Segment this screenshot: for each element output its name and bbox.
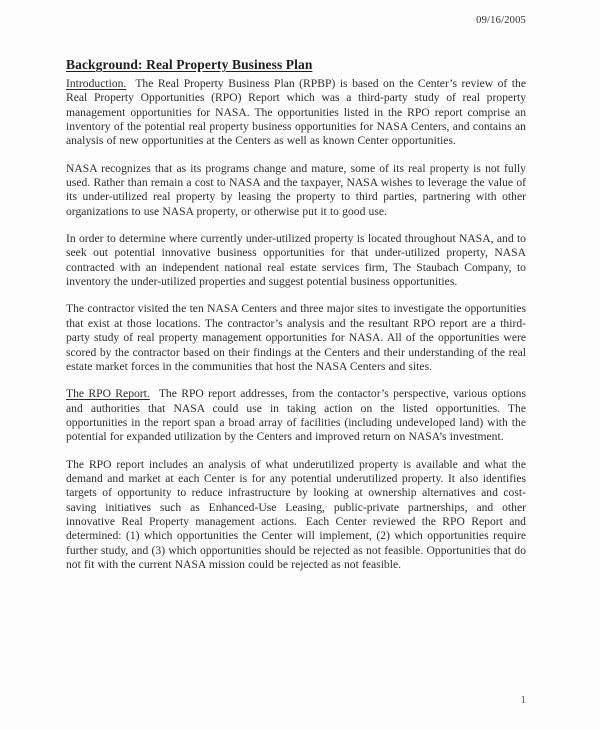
paragraph-rpo-report-includes (66, 458, 526, 573)
document-body (66, 77, 526, 572)
page-title-text: Background: Real Property Business Plan (66, 57, 313, 73)
page-title (66, 57, 526, 73)
paragraph-text-in-order-to-determine: In order to determine where currently under-utilized property is located throughout NASA, and to seek out potential innovative business opportunities for that under-utilized property, NASA contracted with an independent national real estate services firm, The Staubach Company, to inventory the under-utilized properties and suggest potential business opportunities. (66, 232, 526, 289)
document-date: 09/16/2005 (476, 15, 526, 26)
paragraph-text-introduction: The Real Property Business Plan (RPBP) is based on the Center’s review of the Real Property Opportunities (RPO) Report which was a third-party study of real property management opportunities for NASA. The opportunities listed in the RPO report comprise an inventory of the potential real property business opportunities for NASA Centers, and contains an analysis of new opportunities at the Centers as well as known Center opportunities. (66, 77, 526, 148)
paragraph-text-rpo-report-includes-part2: Each Center reviewed the RPO Report and determined: (1) which opportunities the Center will implement, (2) which opportunities require further study, and (3) which opportunities should be rejected as not feasible. Opportunities that do not fit with the current NASA mission could be rejected as not feasible. (66, 514, 526, 571)
paragraph-text-contractor-visited: The contractor visited the ten NASA Centers and three major sites to investigate the opportunities that exist at those locations. The contractor’s analysis and the resultant RPO report are a third-party study of real property management opportunities for NASA. All of the opportunities were scored by the contractor based on their findings at the Centers and their understanding of the real estate market forces in the communities that host the NASA Centers and sites. (66, 302, 526, 373)
paragraph-introduction (66, 77, 526, 149)
paragraph-text-nasa-recognizes: NASA recognizes that as its programs change and mature, some of its real property is not fully used. Rather than remain a cost to NASA and the taxpayer, NASA wishes to leverage the value of its under-utilized real property by leasing the property to third parties, partnering with other organizations to use NASA property, or otherwise put it to good use. (66, 161, 526, 218)
paragraph-the-rpo-report (66, 387, 526, 444)
paragraph-text-the-rpo-report: The RPO report addresses, from the contactor’s perspective, various options and authorities that NASA could use in taking action on the listed opportunities. The opportunities in the report span a broad array of facilities (including undeveloped land) with the potential for expanded utilization by the Centers and improved return on NASA’s investment. (66, 387, 526, 444)
paragraph-contractor-visited (66, 302, 526, 374)
paragraph-lead-the-rpo-report: The RPO Report. (66, 387, 150, 401)
page-number: 1 (520, 694, 526, 706)
paragraph-text-rpo-report-includes-part1: The RPO report includes an analysis of what underutilized property is available and what the demand and market at each Center is for any potential underutilized property. It also identifies targets of opportunity to reduce infrastructure by looking at ownership alternatives and cost-saving initiatives such as Enhanced-Use Leasing, public-private partnerships, and other innovative Real Property management actions. (66, 457, 526, 528)
paragraph-nasa-recognizes (66, 162, 526, 219)
paragraph-lead-introduction: Introduction. (66, 77, 127, 90)
paragraph-in-order-to-determine (66, 232, 526, 289)
